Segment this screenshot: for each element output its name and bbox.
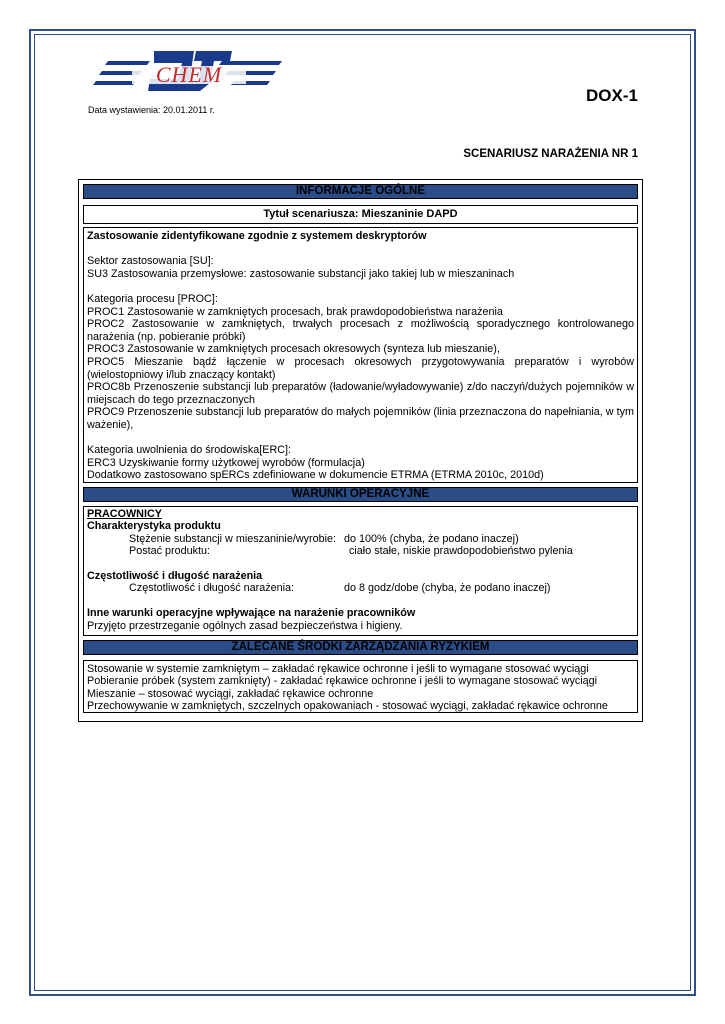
- frequency-label: Częstotliwość i długość narażenia:: [129, 582, 295, 595]
- risk-measure-item: Stosowanie w systemie zamkniętym – zakładać rękawice ochronne i jeśli to wymagane stosować wyciągi: [87, 663, 589, 675]
- product-heading: Charakterystyka produktu: [87, 520, 221, 533]
- spercs-text: Dodatkowo zastosowano spERCs zdefiniowane w dokumencie ETRMA (ETRMA 2010c, 2010d): [87, 469, 544, 482]
- descriptors-heading: Zastosowanie zidentyfikowane zgodnie z systemem deskryptorów: [87, 230, 427, 242]
- operational-section: [83, 506, 638, 636]
- company-logo: [92, 49, 284, 95]
- frequency-heading: Częstotliwość i długość narażenia: [87, 569, 263, 582]
- workers-heading: PRACOWNICY: [87, 508, 162, 520]
- erc3-text: ERC3 Uzyskiwanie formy użytkowej wyrobów (formulacja): [87, 456, 365, 469]
- scenario-table: [78, 179, 643, 722]
- document-code: DOX-1: [586, 86, 638, 105]
- product-form-value: ciało stałe, niskie prawdopodobieństwo pylenia: [349, 545, 573, 558]
- scenario-title-box: [83, 205, 638, 224]
- su3-text: SU3 Zastosowania przemysłowe: zastosowanie substancji jako takiej lub w mieszaninach: [87, 267, 515, 280]
- risk-measures-section: [83, 660, 638, 713]
- other-conditions-text: Przyjęto przestrzeganie ogólnych zasad bezpieczeństwa i higieny.: [87, 619, 403, 632]
- concentration-label: Stężenie substancji w mieszaninie/wyrobie:: [129, 532, 337, 545]
- proc5-text: PROC5 Mieszanie bądź łączenie w procesach okresowych przygotowywania preparatów i wyrobów (wielostopniowy i/lub znaczący kontakt): [87, 355, 634, 381]
- risk-measure-item: Przechowywanie w zamkniętych, szczelnych opakowaniach - stosować wyciągi, zakładać rękawice ochronne: [87, 699, 608, 712]
- proc2-text: PROC2 Zastosowanie w zamkniętych, trwałych procesach z możliwością sporadycznego kontrolowanego narażenia (np. pobieranie próbki): [87, 318, 634, 343]
- proc8b-text: PROC8b Przenoszenie substancji lub preparatów (ładowanie/wyładowywanie) z/do naczyń/dużych pojemników w miejscach do tego przeznaczonych: [87, 381, 634, 406]
- logo-text: CHEM: [155, 62, 223, 87]
- scenario-number: SCENARIUSZ NARAŻENIA NR 1: [463, 148, 638, 160]
- concentration-value: do 100% (chyba, że podano inaczej): [344, 532, 519, 545]
- proc-heading: Kategoria procesu [PROC]:: [87, 292, 218, 305]
- scenario-title: Tytuł scenariusza: Mieszaninie DAPD: [263, 208, 458, 220]
- product-form-label: Postać produktu:: [129, 545, 211, 558]
- descriptors-section: [83, 227, 638, 483]
- risk-measure-item: Pobieranie próbek (system zamknięty) - zakładać rękawice ochronne i jeśli to wymagane stosować wyciągi: [87, 675, 598, 688]
- frequency-value: do 8 godz/dobe (chyba, że podano inaczej): [344, 582, 551, 595]
- proc9-text: PROC9 Przenoszenie substancji lub preparatów do małych pojemników (linia przeznaczona do napełniania, w tym ważenie),: [87, 406, 634, 431]
- erc-heading: Kategoria uwolnienia do środowiska[ERC]:: [87, 444, 292, 457]
- risk-management-band: ZALECANE ŚRODKI ZARZĄDZANIA RYZYKIEM: [83, 640, 638, 655]
- proc3-text: PROC3 Zastosowanie w zamkniętych procesach okresowych (synteza lub mieszanie),: [87, 343, 500, 356]
- issue-date: Data wystawienia: 20.01.2011 r.: [88, 105, 215, 115]
- operational-conditions-band: WARUNKI OPERACYJNE: [83, 487, 638, 502]
- other-conditions-heading: Inne warunki operacyjne wpływające na narażenie pracowników: [87, 607, 416, 620]
- su-heading: Sektor zastosowania [SU]:: [87, 255, 214, 268]
- proc1-text: PROC1 Zastosowanie w zamkniętych procesach, brak prawdopodobieństwa narażenia: [87, 305, 503, 318]
- general-info-band: INFORMACJE OGÓLNE: [83, 184, 638, 199]
- risk-measure-item: Mieszanie – stosować wyciągi, zakładać rękawice ochronne: [87, 687, 374, 700]
